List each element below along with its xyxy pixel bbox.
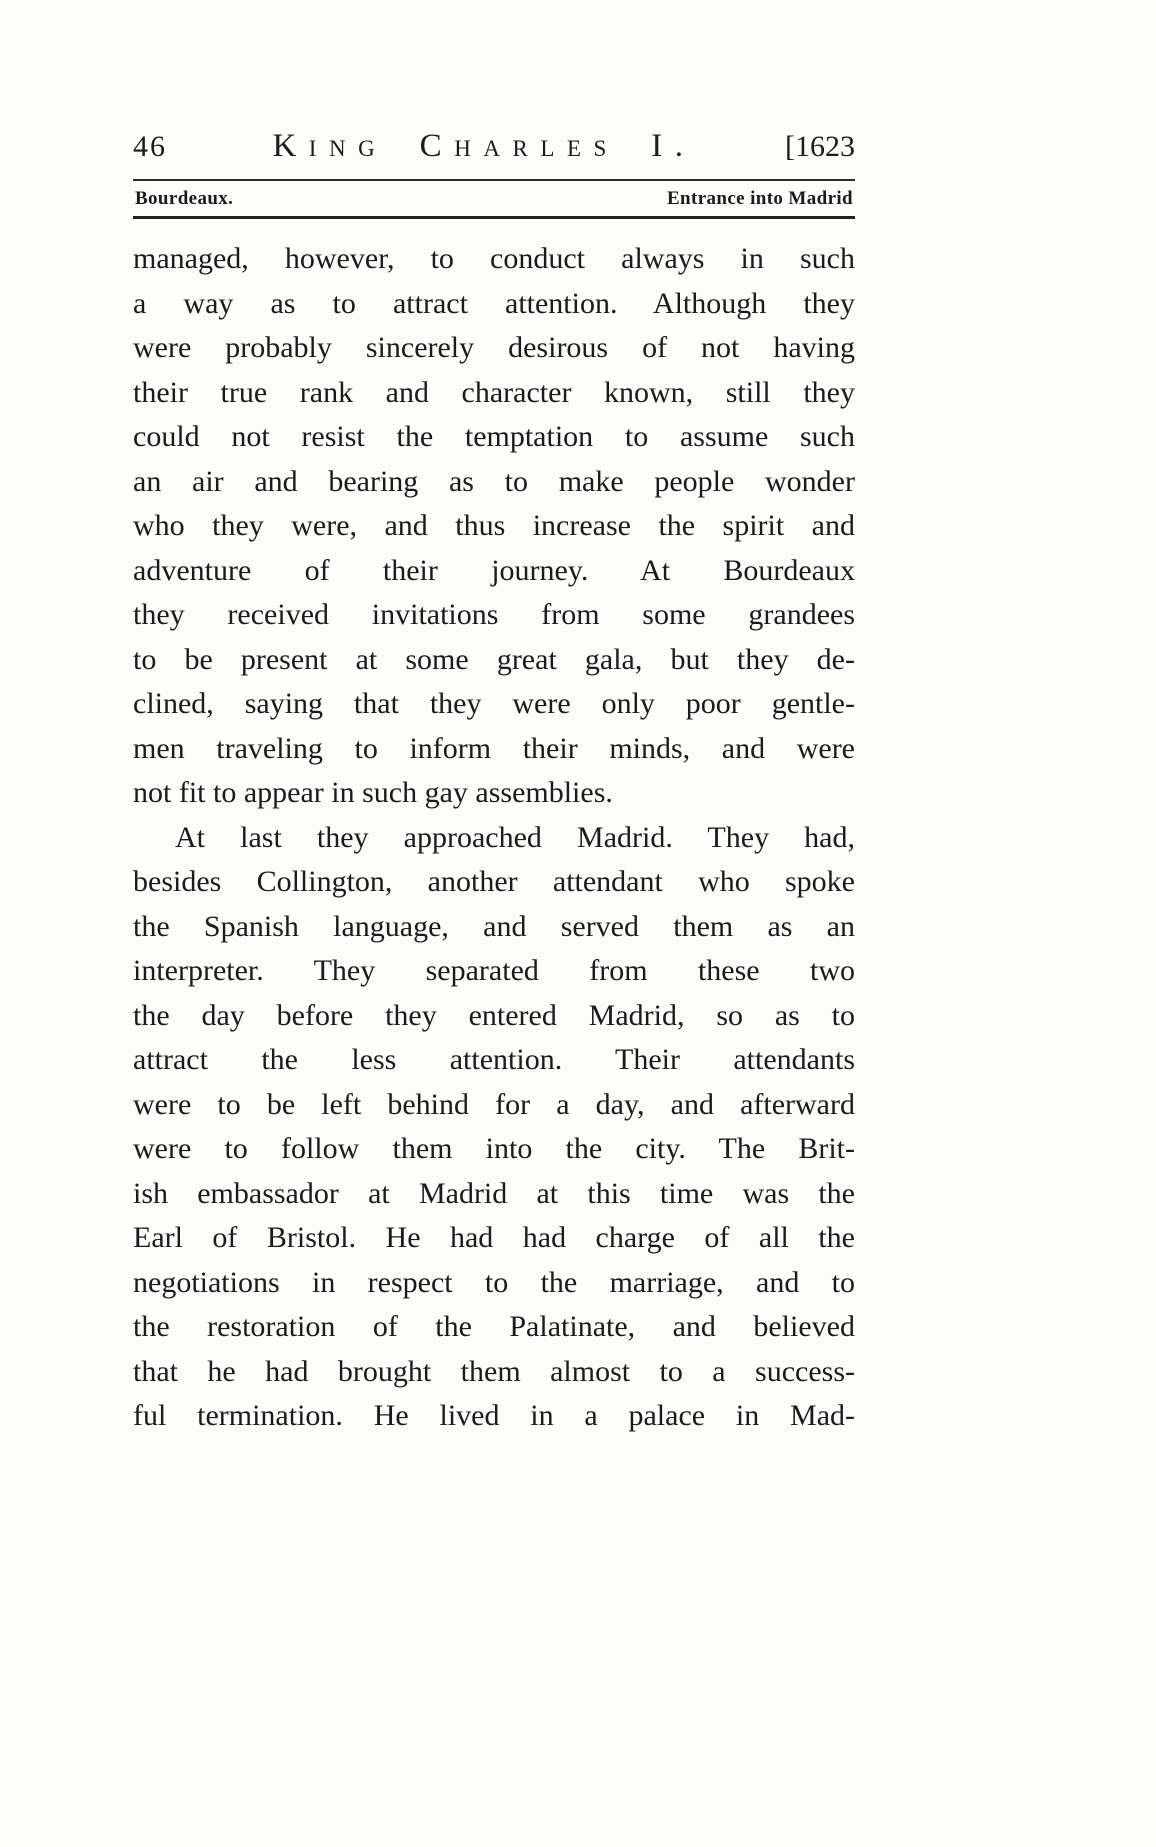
text-line: the day before they entered Madrid, so as to [133, 998, 855, 1032]
text-line: an air and bearing as to make people wonder [133, 464, 855, 498]
text-line: who they were, and thus increase the spirit and [133, 509, 855, 542]
header-rule-top [133, 179, 855, 181]
text-line: Earl of Bristol. He had had charge of all the [133, 1221, 855, 1254]
book-page [133, 128, 855, 1439]
header-rule-bottom [133, 216, 855, 219]
left-running-head: Bourdeaux. [135, 188, 234, 209]
text-line: were to be left behind for a day, and afterward [133, 1087, 855, 1121]
text-line: managed, however, to conduct always in such [133, 242, 855, 275]
text-line: that he had brought them almost to a success- [133, 1354, 855, 1388]
paragraph [133, 237, 855, 816]
running-title: King Charles I. [272, 128, 696, 164]
text-line: adventure of their journey. At Bourdeaux [133, 553, 855, 587]
year-label: [1623 [785, 130, 855, 163]
text-line: ish embassador at Madrid at this time was the [133, 1176, 855, 1210]
text-line: the restoration of the Palatinate, and believed [133, 1310, 855, 1343]
text-line: their true rank and character known, still they [133, 375, 855, 409]
text-line: At last they approached Madrid. They had, [175, 820, 855, 854]
running-heads [133, 185, 855, 212]
text-line: were to follow them into the city. The Brit- [133, 1132, 855, 1165]
text-line: besides Collington, another attendant who spoke [133, 865, 855, 898]
page-body [133, 237, 855, 1439]
text-line: men traveling to inform their minds, and were [133, 731, 855, 765]
page-header [133, 128, 855, 165]
text-line: interpreter. They separated from these two [133, 954, 855, 987]
text-line: the Spanish language, and served them as an [133, 909, 855, 943]
text-line: they received invitations from some grandees [133, 598, 855, 631]
page-number: 46 [133, 130, 167, 163]
text-line: a way as to attract attention. Although they [133, 286, 855, 320]
paragraph [133, 816, 855, 1439]
text-line: not fit to appear in such gay assemblies. [133, 776, 613, 809]
text-line: negotiations in respect to the marriage, and to [133, 1265, 855, 1299]
text-line: were probably sincerely desirous of not having [133, 331, 855, 364]
text-line: clined, saying that they were only poor gentle- [133, 687, 855, 720]
text-line: ful termination. He lived in a palace in Mad- [133, 1399, 855, 1432]
text-line: attract the less attention. Their attendants [133, 1043, 855, 1076]
right-running-head: Entrance into Madrid [667, 188, 853, 209]
text-line: to be present at some great gala, but they de- [133, 642, 855, 676]
text-line: could not resist the temptation to assume such [133, 420, 855, 453]
